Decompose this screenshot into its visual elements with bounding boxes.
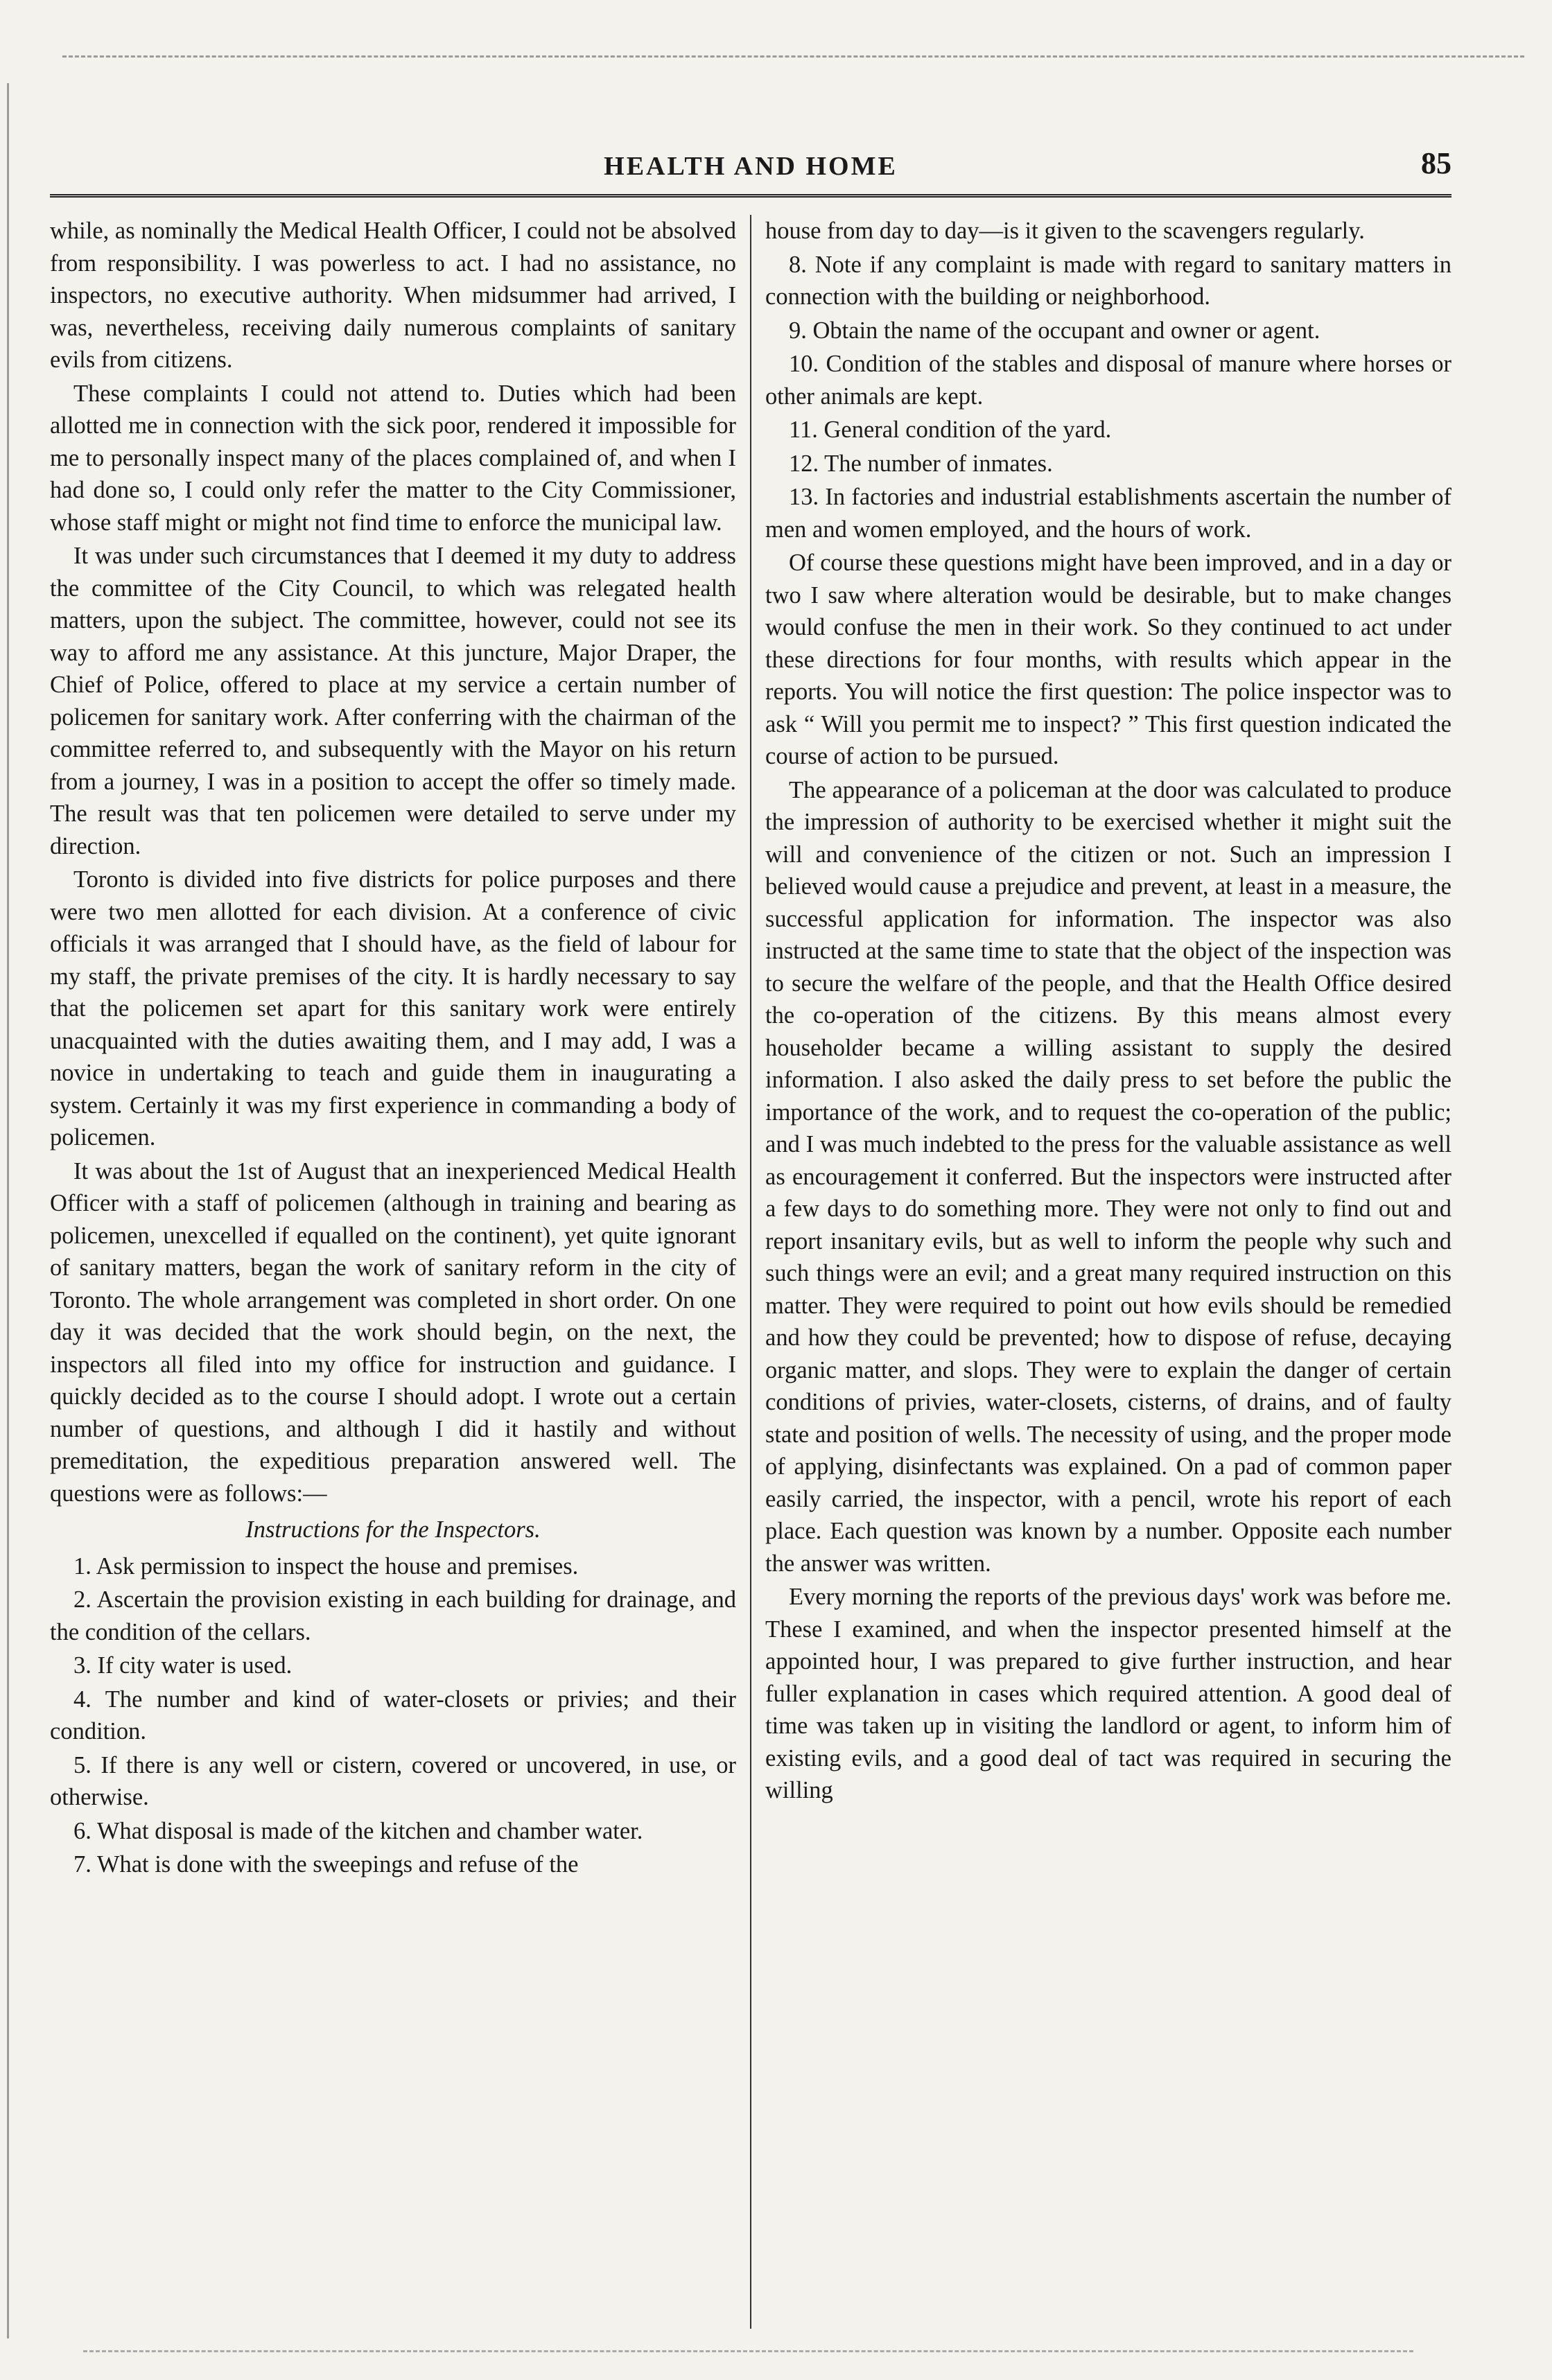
- numbered-instruction: 4. The number and kind of water-closets or privies; and their condition.: [50, 1686, 736, 1744]
- numbered-instruction: 9. Obtain the name of the occupant and owner or agent.: [789, 317, 1320, 344]
- text-columns: [50, 215, 1451, 2329]
- page: [50, 146, 1451, 2329]
- paragraph: These complaints I could not attend to. Duties which had been allotted me in connection with the sick poor, rendered it impossible for me to personally inspect many of the places complained of, and when I had done so, I could only refer the matter to the City Commissioner, whose staff might or might not find time to enforce the municipal law.: [50, 380, 736, 536]
- left-column: [50, 215, 736, 2329]
- numbered-instruction: 11. General condition of the yard.: [789, 417, 1112, 443]
- numbered-instruction: 6. What disposal is made of the kitchen and chamber water.: [73, 1817, 643, 1844]
- numbered-instruction: 7. What is done with the sweepings and refuse of the: [73, 1851, 579, 1878]
- column-rule: [750, 215, 751, 2329]
- numbered-instruction: 13. In factories and industrial establishments ascertain the number of men and women employed, and the hours of work.: [765, 484, 1451, 543]
- running-head: HEALTH AND HOME: [604, 152, 898, 181]
- scan-edge-top: [62, 55, 1524, 60]
- numbered-instruction: 12. The number of inmates.: [789, 450, 1053, 477]
- numbered-instruction: 2. Ascertain the provision existing in each building for drainage, and the condition of the cellars.: [50, 1586, 736, 1645]
- paragraph: The appearance of a policeman at the door was calculated to produce the impression of authority to be exercised whether it might suit the will and convenience of the citizen or not. Such an impression I believed would cause a prejudice and prevent, at least in a measure, the successful application for information. The inspector was also instructed at the same time to state that the object of the inspection was to secure the welfare of the people, and that the Health Office desired the co-operation of the citizens. By this means almost every householder became a willing assistant to supply the desired information. I also asked the daily press to set before the public the importance of the work, and to request the co-operation of the public; and I was much indebted to the press for the valuable assistance as well as encouragement it conferred. But the inspectors were instructed after a few days to do something more. They were not only to find out and report insanitary evils, but as well to inform the people why such and such things were an evil; and a great many required instruction on this matter. They were required to point out how evils should be remedied and how they could be prevented; how to dispose of refuse, decaying organic matter, and slops. They were to explain the danger of certain conditions of privies, water-closets, cisterns, of drains, and of faulty state and position of wells. The necessity of using, and the proper mode of applying, disinfectants was explained. On a pad of common paper easily carried, the inspector, with a pencil, wrote his report of each place. Each question was known by a number. Opposite each number the answer was written.: [765, 776, 1451, 1577]
- paragraph: house from day to day—is it given to the scavengers regularly.: [765, 218, 1365, 244]
- section-subheading: Instructions for the Inspectors.: [245, 1516, 541, 1543]
- paragraph: It was under such circumstances that I deemed it my duty to address the committee of the City Council, to which was relegated health matters, upon the subject. The committee, however, could not see its way to afford me any assistance. At this juncture, Major Draper, the Chief of Police, offered to place at my service a certain number of policemen for sanitary work. After conferring with the chairman of the committee referred to, and subsequently with the Mayor on his return from a journey, I was in a position to accept the offer so timely made. The result was that ten policemen were detailed to serve under my direction.: [50, 543, 736, 859]
- numbered-instruction: 5. If there is any well or cistern, covered or uncovered, in use, or otherwise.: [50, 1751, 736, 1810]
- scan-edge-left: [7, 83, 13, 2338]
- paragraph: Toronto is divided into five districts for police purposes and there were two men allotted for each division. At a conference of civic officials it was arranged that I should have, as the field of labour for my staff, the private premises of the city. It is hardly necessary to say that the policemen set apart for this sanitary work were entirely unacquainted with the duties awaiting them, and I may add, I was a novice in undertaking to teach and guide them in inaugurating a system. Certainly it was my first experience in commanding a body of policemen.: [50, 866, 736, 1150]
- paragraph: Of course these questions might have been improved, and in a day or two I saw where alteration would be desirable, but to make changes would confuse the men in their work. So they continued to act under these directions for four months, with results which appear in the reports. You will notice the first question: The police inspector was to ask “ Will you permit me to inspect? ” This first question indicated the course of action to be pursued.: [765, 550, 1451, 769]
- numbered-instruction: 8. Note if any complaint is made with regard to sanitary matters in connection with the building or neighborhood.: [765, 251, 1451, 310]
- numbered-instruction: 3. If city water is used.: [73, 1652, 293, 1679]
- scan-edge-bottom: [83, 2350, 1413, 2352]
- numbered-instruction: 10. Condition of the stables and disposal of manure where horses or other animals are kept.: [765, 351, 1451, 410]
- page-header: [50, 146, 1451, 198]
- paragraph: It was about the 1st of August that an inexperienced Medical Health Officer with a staff of policemen (although in training and bearing as policemen, unexcelled if equalled on the continent), yet quite ignorant of sanitary matters, began the work of sanitary reform in the city of Toronto. The whole arrangement was completed in short order. On one day it was decided that the work should begin, on the next, the inspectors all filed into my office for instruction and guidance. I quickly decided as to the course I should adopt. I wrote out a certain number of questions, and although I did it hastily and without premeditation, the expeditious preparation answered well. The questions were as follows:—: [50, 1157, 736, 1507]
- numbered-instruction: 1. Ask permission to inspect the house and premises.: [73, 1552, 579, 1580]
- page-number: 85: [1421, 146, 1451, 180]
- paragraph: while, as nominally the Medical Health Officer, I could not be absolved from responsibility. I was powerless to act. I had no assistance, no inspectors, no executive authority. When midsummer had arrived, I was, nevertheless, receiving daily numerous complaints of sanitary evils from citizens.: [50, 218, 736, 373]
- paragraph: Every morning the reports of the previous days' work was before me. These I examined, and when the inspector presented himself at the appointed hour, I was prepared to give further instruction, and hear fuller explanation in cases which required attention. A good deal of time was taken up in visiting the landlord or agent, to inform him of existing evils, and a good deal of tact was required in securing the willing: [765, 1584, 1451, 1803]
- right-column: [765, 215, 1451, 2329]
